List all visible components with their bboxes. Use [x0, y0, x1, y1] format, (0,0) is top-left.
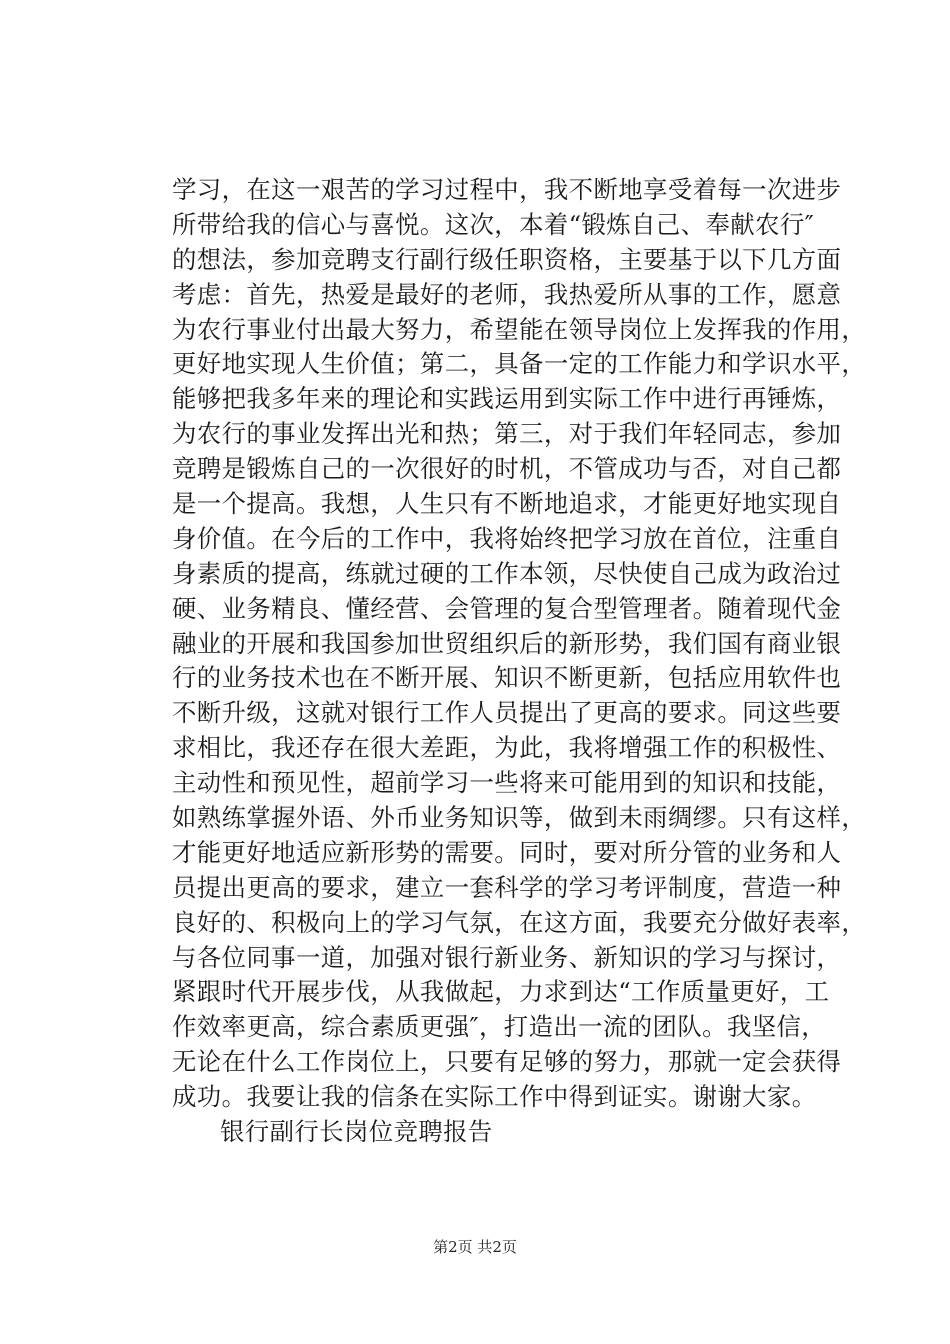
text-line: 为农行的事业发挥出光和热；第三，对于我们年轻同志，参加 [172, 419, 842, 449]
body-text [172, 173, 872, 1150]
text-line: 身素质的提高，练就过硬的工作本领，尽快使自己成为政治过 [172, 558, 842, 588]
text-line: 紧跟时代开展步伐，从我做起，力求到达“工作质量更好，工 [172, 977, 830, 1007]
text-line: 竞聘是锻炼自己的一次很好的时机，不管成功与否，对自己都 [172, 454, 842, 484]
page-indicator: 第2页 共2页 [433, 1238, 517, 1256]
text-line: 求相比，我还存在很大差距，为此，我将增强工作的积极性、 [172, 733, 842, 763]
text-line: 学习，在这一艰苦的学习过程中，我不断地享受着每一次进步 [172, 175, 842, 204]
text-line: 所带给我的信心与喜悦。这次，本着“锻炼自己、奉献农行″ [172, 209, 815, 239]
text-line: 主动性和预见性，超前学习一些将来可能用到的知识和技能， [172, 768, 842, 798]
text-line: 的想法，参加竞聘支行副行级任职资格，主要基于以下几方面 [172, 244, 842, 274]
text-line: 不断升级，这就对银行工作人员提出了更高的要求。同这些要 [172, 698, 842, 728]
text-line: 融业的开展和我国参加世贸组织后的新形势，我们国有商业银 [172, 628, 842, 658]
closing-title: 银行副行长岗位竞聘报告 [220, 1117, 493, 1147]
text-line: 良好的、积极向上的学习气氛，在这方面，我要充分做好表率， [172, 907, 867, 937]
text-line: 如熟练掌握外语、外币业务知识等，做到未雨绸缪。只有这样， [172, 803, 867, 833]
text-line: 能够把我多年来的理论和实践运用到实际工作中进行再锤炼， [172, 384, 842, 414]
text-line: 硬、业务精良、懂经营、会管理的复合型管理者。随着现代金 [172, 593, 842, 623]
text-line: 成功。我要让我的信条在实际工作中得到证实。谢谢大家。 [172, 1082, 817, 1112]
text-line: 作效率更高，综合素质更强″，打造出一流的团队。我坚信， [172, 1012, 827, 1042]
text-line: 无论在什么工作岗位上，只要有足够的努力，那就一定会获得 [172, 1047, 842, 1077]
text-line: 更好地实现人生价值；第二，具备一定的工作能力和学识水平， [172, 349, 867, 379]
text-line: 为农行事业付出最大努力，希望能在领导岗位上发挥我的作用， [172, 314, 867, 344]
text-line: 行的业务技术也在不断开展、知识不断更新，包括应用软件也 [172, 663, 842, 693]
page-footer [0, 1237, 950, 1257]
text-line: 与各位同事一道，加强对银行新业务、新知识的学习与探讨， [172, 942, 842, 972]
text-line: 是一个提高。我想，人生只有不断地追求，才能更好地实现自 [172, 489, 842, 519]
text-line: 身价值。在今后的工作中，我将始终把学习放在首位，注重自 [172, 523, 842, 553]
text-line: 才能更好地适应新形势的需要。同时，要对所分管的业务和人 [172, 837, 842, 867]
text-line: 员提出更高的要求，建立一套科学的学习考评制度，营造一种 [172, 872, 842, 902]
text-line: 考虑：首先，热爱是最好的老师，我热爱所从事的工作，愿意 [172, 279, 842, 309]
